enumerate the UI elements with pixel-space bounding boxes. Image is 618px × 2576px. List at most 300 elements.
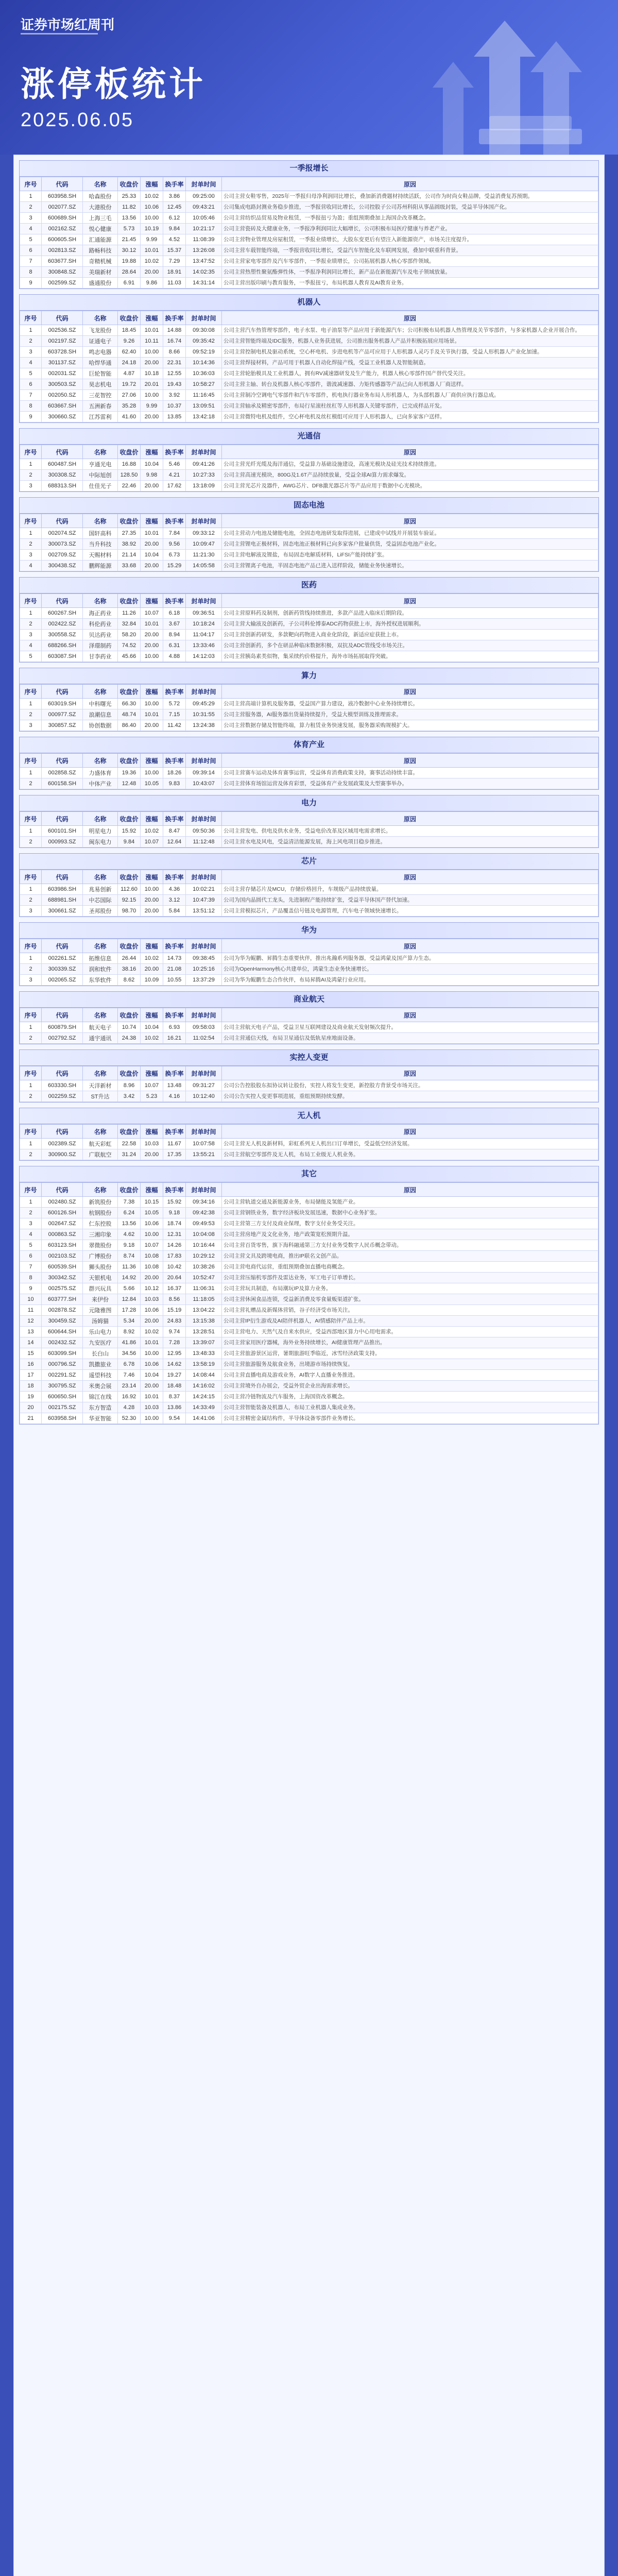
cell-no: 1 <box>20 528 42 539</box>
brand-logo: 证券市场红周刊 <box>21 17 115 32</box>
cell-reason: 公司主营境外自办展会，受益外贸企业出海需求增长。 <box>222 1381 598 1392</box>
cell-reason: 公司主营主轴、转台及机器人核心零部件，谐波减速器、力矩传感器等产品已向人形机器人厂商送样。 <box>222 379 598 390</box>
cell-turn: 3.67 <box>163 619 186 630</box>
section-title: 医药 <box>20 578 598 594</box>
cell-time: 13:26:08 <box>186 245 222 256</box>
cell-reason: 公司主营玩具制造，布局潮玩IP及算力业务。 <box>222 1283 598 1294</box>
cell-reason: 公司主营压缩机零部件及雷达业务，军工电子订单增长。 <box>222 1273 598 1283</box>
table-row <box>20 459 598 470</box>
cell-turn: 7.29 <box>163 256 186 267</box>
table-row <box>20 1273 598 1283</box>
cell-name: 明星电力 <box>83 826 118 837</box>
sections-container <box>14 155 604 2576</box>
section-title: 芯片 <box>20 854 598 870</box>
cell-code: 002432.SZ <box>42 1337 83 1348</box>
cell-turn: 15.29 <box>163 561 186 571</box>
cell-name: 航天彩虹 <box>83 1139 118 1149</box>
cell-code: 002422.SZ <box>42 619 83 630</box>
cell-code: 002291.SZ <box>42 1370 83 1381</box>
cell-close: 92.15 <box>118 895 141 906</box>
table-row <box>20 1305 598 1316</box>
cell-time: 10:47:39 <box>186 895 222 906</box>
column-header: 封单时间 <box>186 594 222 608</box>
cell-reason: 公司主营存储芯片及MCU，存储价格回升，车规级产品持续放量。 <box>222 884 598 895</box>
table-row <box>20 975 598 986</box>
cell-code: 603099.SH <box>42 1348 83 1359</box>
table-row <box>20 278 598 289</box>
cell-reason: 公司主营创新药研发，多款靶向药物进入商业化阶段，新适应症获批上市。 <box>222 630 598 640</box>
cell-code: 688266.SH <box>42 640 83 651</box>
cell-time: 10:04:08 <box>186 1229 222 1240</box>
section-title: 商业航天 <box>20 992 598 1008</box>
section-8 <box>19 853 599 917</box>
table-row <box>20 640 598 651</box>
cell-reason: 公司主营胰岛素类似物，集采续约价格提升，海外市场拓展取得突破。 <box>222 651 598 662</box>
cell-close: 62.40 <box>118 347 141 358</box>
cell-chg: 10.00 <box>141 213 163 224</box>
cell-name: 元隆雅图 <box>83 1305 118 1316</box>
table-row <box>20 1348 598 1359</box>
cell-reason: 公司主营汽车热管理零部件，电子水泵、电子油泵等产品应用于新能源汽车；公司积极布局机器人热管理及关节零部件，与多家机器人企业开展合作。 <box>222 325 598 336</box>
table-row <box>20 1337 598 1348</box>
cell-reason: 公司主营出版印刷与教育服务，一季报扭亏，布局机器人教育及AI教育业务。 <box>222 278 598 289</box>
cell-chg: 20.00 <box>141 1273 163 1283</box>
cell-name: 华亚智能 <box>83 1413 118 1424</box>
cell-code: 600267.SH <box>42 608 83 619</box>
cell-code: 300339.SZ <box>42 964 83 975</box>
table-row <box>20 619 598 630</box>
cell-code: 000863.SZ <box>42 1229 83 1240</box>
cell-time: 09:42:38 <box>186 1208 222 1218</box>
cell-time: 09:45:29 <box>186 699 222 709</box>
cell-turn: 4.16 <box>163 1091 186 1102</box>
cell-time: 10:36:03 <box>186 368 222 379</box>
table-row <box>20 1316 598 1327</box>
cell-no: 19 <box>20 1392 42 1402</box>
column-header: 名称 <box>83 514 118 528</box>
table-row <box>20 630 598 640</box>
table-row <box>20 234 598 245</box>
cell-code: 300795.SZ <box>42 1381 83 1392</box>
column-header: 换手率 <box>163 754 186 768</box>
cell-time: 13:24:38 <box>186 720 222 731</box>
table-row <box>20 358 598 368</box>
cell-name: 中体产业 <box>83 778 118 789</box>
cell-turn: 11.42 <box>163 720 186 731</box>
cell-close: 21.14 <box>118 550 141 561</box>
cell-code: 002389.SZ <box>42 1139 83 1149</box>
cell-time: 09:35:42 <box>186 336 222 347</box>
column-header: 封单时间 <box>186 1066 222 1080</box>
cell-chg: 10.03 <box>141 1402 163 1413</box>
table-row <box>20 412 598 422</box>
table-row <box>20 778 598 789</box>
cell-reason: 公司主营热塑性聚氨酯弹性体，一季报净利润同比增长，新产品在新能源汽车及电子领域放量。 <box>222 267 598 278</box>
cell-code: 300308.SZ <box>42 470 83 481</box>
cell-time: 13:04:22 <box>186 1305 222 1316</box>
cell-close: 45.66 <box>118 651 141 662</box>
cell-chg: 20.00 <box>141 906 163 917</box>
cell-time: 09:31:27 <box>186 1080 222 1091</box>
cell-chg: 10.04 <box>141 459 163 470</box>
cell-reason: 公司主营电力、天然气及自来水供应，受益西部地区算力中心用电需求。 <box>222 1327 598 1337</box>
cell-chg: 20.00 <box>141 561 163 571</box>
cell-time: 10:16:44 <box>186 1240 222 1251</box>
cell-time: 10:58:27 <box>186 379 222 390</box>
column-header: 封单时间 <box>186 177 222 191</box>
cell-time: 09:43:21 <box>186 202 222 213</box>
cell-turn: 9.54 <box>163 1413 186 1424</box>
cell-close: 38.16 <box>118 964 141 975</box>
cell-reason: 公司主营焊接材料，产品可用于机器人自动化焊接产线，受益工业机器人及智能制造。 <box>222 358 598 368</box>
cell-name: 当升科技 <box>83 539 118 550</box>
cell-time: 09:41:26 <box>186 459 222 470</box>
column-header: 名称 <box>83 1183 118 1197</box>
cell-chg: 20.00 <box>141 630 163 640</box>
table-row <box>20 1251 598 1262</box>
section-9 <box>19 922 599 986</box>
cell-reason: 公司主营创新药，多个在研品种临床数据积极，双抗及ADC管线受市场关注。 <box>222 640 598 651</box>
column-header: 涨幅 <box>141 311 163 325</box>
cell-reason: 公司主营旅游景区运营，暑期旅游旺季临近，冰雪经济政策支持。 <box>222 1348 598 1359</box>
cell-code: 600158.SH <box>42 778 83 789</box>
cell-reason: 公司主营光纤光缆及海洋通信，受益算力基础设施建设，高速光模块及硅光技术持续推进。 <box>222 459 598 470</box>
cell-time: 14:33:49 <box>186 1402 222 1413</box>
cell-reason: 公司主营电商代运营，重组预期叠加直播电商概念。 <box>222 1262 598 1273</box>
stock-table <box>20 684 598 731</box>
cell-name: 中芯国际 <box>83 895 118 906</box>
cell-chg: 10.00 <box>141 651 163 662</box>
table-row <box>20 256 598 267</box>
column-header: 原因 <box>222 812 598 826</box>
cell-code: 002813.SZ <box>42 245 83 256</box>
cell-code: 603330.SH <box>42 1080 83 1091</box>
cell-reason: 公司主营钢铁业务，数字经济板块发展迅速，数据中心业务扩张。 <box>222 1208 598 1218</box>
cell-chg: 10.00 <box>141 1413 163 1424</box>
cell-turn: 11.03 <box>163 278 186 289</box>
cell-chg: 10.05 <box>141 1208 163 1218</box>
cell-time: 10:12:40 <box>186 1091 222 1102</box>
column-header: 收盘价 <box>118 1183 141 1197</box>
cell-time: 09:33:12 <box>186 528 222 539</box>
cell-code: 603123.SH <box>42 1240 83 1251</box>
cell-reason: 公司主营房地产及文化业务，地产政策宽松预期升温。 <box>222 1229 598 1240</box>
cell-code: 301137.SZ <box>42 358 83 368</box>
cell-chg: 10.00 <box>141 768 163 778</box>
cell-reason: 公司公告控股股东拟协议转让股份，实控人将发生变更，新控股方背景受市场关注。 <box>222 1080 598 1091</box>
cell-close: 9.26 <box>118 336 141 347</box>
cell-reason: 公司主营制冷空调电气零部件和汽车零部件，机电执行器业务布局人形机器人，为头部机器人厂商供应执行器总成。 <box>222 390 598 401</box>
cell-time: 10:27:33 <box>186 470 222 481</box>
cell-close: 22.58 <box>118 1139 141 1149</box>
column-header: 代码 <box>42 514 83 528</box>
cell-chg: 10.18 <box>141 368 163 379</box>
cell-code: 002792.SZ <box>42 1033 83 1044</box>
cell-no: 1 <box>20 191 42 202</box>
cell-reason: 公司主营百货零售，旗下海科融通第三方支付业务受数字人民币概念带动。 <box>222 1240 598 1251</box>
cell-chg: 20.00 <box>141 1316 163 1327</box>
cell-name: 米奥会展 <box>83 1381 118 1392</box>
cell-code: 002480.SZ <box>42 1197 83 1208</box>
column-header: 换手率 <box>163 685 186 699</box>
cell-turn: 8.56 <box>163 1294 186 1305</box>
cell-time: 14:16:02 <box>186 1381 222 1392</box>
cell-no: 3 <box>20 213 42 224</box>
cell-close: 9.18 <box>118 1240 141 1251</box>
cell-time: 10:07:58 <box>186 1139 222 1149</box>
cell-chg: 10.01 <box>141 1392 163 1402</box>
column-header: 序号 <box>20 812 42 826</box>
cell-reason: 公司主营高端计算机及服务器，受益国产算力建设，液冷数据中心业务持续增长。 <box>222 699 598 709</box>
table-row <box>20 561 598 571</box>
cell-turn: 4.52 <box>163 234 186 245</box>
table-row <box>20 651 598 662</box>
cell-time: 13:18:09 <box>186 481 222 492</box>
cell-chg: 10.08 <box>141 1251 163 1262</box>
column-header: 收盘价 <box>118 870 141 884</box>
cell-chg: 10.02 <box>141 191 163 202</box>
cell-turn: 3.92 <box>163 390 186 401</box>
cell-no: 6 <box>20 1251 42 1262</box>
cell-code: 002077.SZ <box>42 202 83 213</box>
column-header: 名称 <box>83 812 118 826</box>
cell-name: 昊志机电 <box>83 379 118 390</box>
column-header: 代码 <box>42 754 83 768</box>
table-row <box>20 1392 598 1402</box>
cell-close: 16.92 <box>118 1392 141 1402</box>
column-header: 原因 <box>222 1125 598 1139</box>
cell-time: 10:38:26 <box>186 1262 222 1273</box>
cell-no: 3 <box>20 1218 42 1229</box>
cell-turn: 6.73 <box>163 550 186 561</box>
cell-time: 09:25:00 <box>186 191 222 202</box>
cell-chg: 10.03 <box>141 1294 163 1305</box>
cell-name: 新筑股份 <box>83 1197 118 1208</box>
cell-reason: 公司主营水电及风电，受益清洁能源发展，海上风电项目稳步推进。 <box>222 837 598 848</box>
column-header: 序号 <box>20 514 42 528</box>
cell-close: 24.38 <box>118 1033 141 1044</box>
column-header: 封单时间 <box>186 754 222 768</box>
cell-chg: 9.99 <box>141 234 163 245</box>
cell-no: 2 <box>20 619 42 630</box>
cell-code: 603986.SH <box>42 884 83 895</box>
cell-chg: 20.00 <box>141 267 163 278</box>
cell-time: 09:58:03 <box>186 1022 222 1033</box>
cell-chg: 20.00 <box>141 481 163 492</box>
cell-time: 13:28:51 <box>186 1327 222 1337</box>
cell-close: 6.24 <box>118 1208 141 1218</box>
cell-close: 27.06 <box>118 390 141 401</box>
cell-turn: 5.84 <box>163 906 186 917</box>
column-header: 序号 <box>20 1008 42 1022</box>
cell-chg: 10.09 <box>141 975 163 986</box>
cell-reason: 公司主营发电、供电及供水业务，受益电价改革及区域用电需求增长。 <box>222 826 598 837</box>
cell-close: 128.50 <box>118 470 141 481</box>
cell-no: 4 <box>20 561 42 571</box>
cell-no: 4 <box>20 358 42 368</box>
cell-code: 600689.SH <box>42 213 83 224</box>
cell-name: 三花智控 <box>83 390 118 401</box>
cell-close: 4.62 <box>118 1229 141 1240</box>
table-row <box>20 347 598 358</box>
column-header: 原因 <box>222 594 598 608</box>
cell-no: 2 <box>20 778 42 789</box>
column-header: 换手率 <box>163 812 186 826</box>
column-header: 名称 <box>83 1125 118 1139</box>
cell-chg: 20.01 <box>141 379 163 390</box>
cell-close: 98.70 <box>118 906 141 917</box>
cell-reason: 公司主营纺织品贸易及物业租赁，一季报扭亏为盈；重组预期叠加上海国企改革概念。 <box>222 213 598 224</box>
cell-chg: 10.12 <box>141 1283 163 1294</box>
cell-name: 来伊份 <box>83 1294 118 1305</box>
rising-arrows-illustration <box>350 0 618 155</box>
column-header: 序号 <box>20 1125 42 1139</box>
cell-name: 仁东控股 <box>83 1218 118 1229</box>
cell-reason: 公司主营锂离子电池，半固态电池产品已进入送样阶段，储能业务快速增长。 <box>222 561 598 571</box>
cell-close: 3.42 <box>118 1091 141 1102</box>
cell-time: 10:14:36 <box>186 358 222 368</box>
cell-time: 10:31:55 <box>186 709 222 720</box>
column-header: 序号 <box>20 1066 42 1080</box>
column-header: 序号 <box>20 177 42 191</box>
cell-no: 3 <box>20 906 42 917</box>
cell-code: 002536.SZ <box>42 325 83 336</box>
cell-code: 600101.SH <box>42 826 83 837</box>
cell-name: 锦江在线 <box>83 1392 118 1402</box>
column-header: 换手率 <box>163 514 186 528</box>
cell-time: 09:49:53 <box>186 1218 222 1229</box>
cell-chg: 10.19 <box>141 224 163 234</box>
cell-close: 5.73 <box>118 224 141 234</box>
cell-reason: 公司主营光芯片及器件，AWG芯片、DFB激光器芯片等产品应用于数据中心光模块。 <box>222 481 598 492</box>
stock-table <box>20 753 598 789</box>
cell-turn: 9.18 <box>163 1208 186 1218</box>
cell-reason: 公司主营轨道交通及新能源业务，布局储能及氢能产业。 <box>222 1197 598 1208</box>
column-header: 涨幅 <box>141 1008 163 1022</box>
page-title: 涨停板统计 <box>21 65 206 103</box>
cell-code: 300342.SZ <box>42 1273 83 1283</box>
cell-time: 10:29:12 <box>186 1251 222 1262</box>
column-header: 封单时间 <box>186 685 222 699</box>
column-header: 封单时间 <box>186 812 222 826</box>
content-panel <box>13 155 605 2576</box>
cell-turn: 20.64 <box>163 1273 186 1283</box>
column-header: 收盘价 <box>118 311 141 325</box>
table-row <box>20 1022 598 1033</box>
cell-name: 美瑞新材 <box>83 267 118 278</box>
cell-no: 18 <box>20 1381 42 1392</box>
cell-chg: 20.00 <box>141 895 163 906</box>
cell-chg: 10.01 <box>141 709 163 720</box>
cell-time: 13:39:07 <box>186 1337 222 1348</box>
cell-no: 11 <box>20 1305 42 1316</box>
cell-no: 15 <box>20 1348 42 1359</box>
cell-time: 14:41:06 <box>186 1413 222 1424</box>
table-row <box>20 699 598 709</box>
column-header: 涨幅 <box>141 445 163 459</box>
cell-name: 乐山电力 <box>83 1327 118 1337</box>
column-header: 名称 <box>83 1066 118 1080</box>
cell-close: 48.74 <box>118 709 141 720</box>
cell-turn: 9.74 <box>163 1327 186 1337</box>
cell-turn: 21.08 <box>163 964 186 975</box>
cell-name: 东方智造 <box>83 1402 118 1413</box>
cell-close: 9.84 <box>118 837 141 848</box>
cell-chg: 10.04 <box>141 1370 163 1381</box>
cell-no: 2 <box>20 336 42 347</box>
cell-turn: 12.64 <box>163 837 186 848</box>
cell-name: 悦心健康 <box>83 224 118 234</box>
cell-name: 大港股份 <box>83 202 118 213</box>
column-header: 序号 <box>20 594 42 608</box>
cell-code: 002647.SZ <box>42 1218 83 1229</box>
table-row <box>20 1402 598 1413</box>
cell-turn: 18.91 <box>163 267 186 278</box>
cell-name: 汇通能源 <box>83 234 118 245</box>
cell-name: ST升达 <box>83 1091 118 1102</box>
table-row <box>20 1149 598 1160</box>
cell-chg: 10.01 <box>141 1337 163 1348</box>
table-row <box>20 1359 598 1370</box>
cell-code: 603677.SH <box>42 256 83 267</box>
cell-no: 1 <box>20 608 42 619</box>
cell-turn: 3.12 <box>163 895 186 906</box>
section-4 <box>19 577 599 663</box>
cell-close: 12.48 <box>118 778 141 789</box>
cell-reason: 公司主营航天电子产品，受益卫星互联网建设及商业航天发射频次提升。 <box>222 1022 598 1033</box>
cell-turn: 6.93 <box>163 1022 186 1033</box>
cell-reason: 公司主营通信天线，布局卫星通信及低轨星座地面设备。 <box>222 1033 598 1044</box>
cell-chg: 10.01 <box>141 619 163 630</box>
column-header: 代码 <box>42 1008 83 1022</box>
cell-code: 600126.SH <box>42 1208 83 1218</box>
cell-turn: 16.37 <box>163 1283 186 1294</box>
cell-no: 2 <box>20 1149 42 1160</box>
cell-chg: 5.23 <box>141 1091 163 1102</box>
column-header: 序号 <box>20 445 42 459</box>
cell-no: 2 <box>20 895 42 906</box>
cell-name: 哈焊华通 <box>83 358 118 368</box>
table-row <box>20 401 598 412</box>
table-row <box>20 368 598 379</box>
cell-time: 10:05:46 <box>186 213 222 224</box>
cell-close: 10.74 <box>118 1022 141 1033</box>
cell-reason: 公司为华为鲲鹏、昇腾生态重要伙伴，推出兆瀚系列服务器，受益鸿蒙及国产算力生态。 <box>222 953 598 964</box>
table-row <box>20 1413 598 1424</box>
cell-time: 10:02:21 <box>186 884 222 895</box>
cell-turn: 10.55 <box>163 975 186 986</box>
cell-chg: 20.00 <box>141 720 163 731</box>
column-header: 收盘价 <box>118 812 141 826</box>
cell-no: 1 <box>20 1197 42 1208</box>
cell-reason: 公司集成电路封测业务稳步推进，一季报营收同比增长，公司控股子公司苏州科阳从事晶圆级封装，受益半导体国产化。 <box>222 202 598 213</box>
cell-reason: 公司主营车载智能终端，一季报营收同比增长，受益汽车智能化及车联网发展，叠加中联重科背景。 <box>222 245 598 256</box>
column-header: 名称 <box>83 177 118 191</box>
column-header: 收盘价 <box>118 685 141 699</box>
cell-chg: 10.02 <box>141 1033 163 1044</box>
table-row <box>20 379 598 390</box>
cell-no: 8 <box>20 1273 42 1283</box>
cell-reason: 公司主营原料药及制剂，创新药管线持续推进，多款产品进入临床后期阶段。 <box>222 608 598 619</box>
cell-reason: 公司主营家电零部件及汽车零部件，一季报业绩增长，公司拓展机器人核心零部件领域。 <box>222 256 598 267</box>
cell-chg: 9.99 <box>141 401 163 412</box>
cell-close: 66.30 <box>118 699 141 709</box>
cell-code: 600644.SH <box>42 1327 83 1337</box>
cell-code: 300848.SZ <box>42 267 83 278</box>
cell-turn: 3.86 <box>163 191 186 202</box>
cell-chg: 10.00 <box>141 1229 163 1240</box>
section-title: 无人机 <box>20 1108 598 1124</box>
